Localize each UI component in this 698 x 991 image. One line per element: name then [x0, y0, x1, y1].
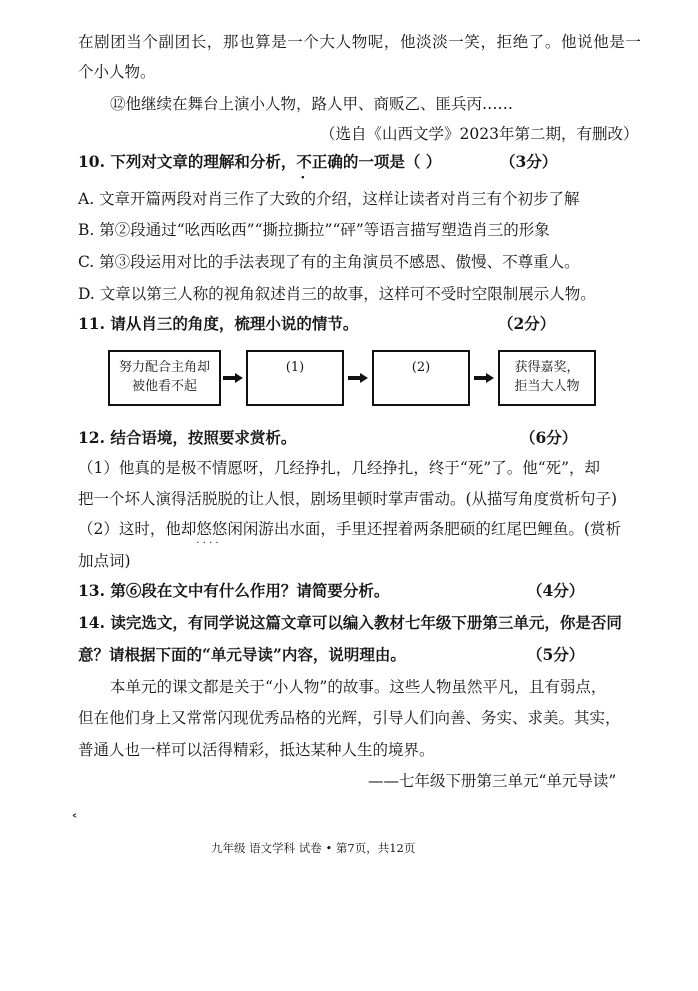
q12-sub2-line1: （2）这时，他却悠悠闲闲 · · · ·游出水面，手里还捏着两条肥硕的红尾巴鲤鱼。(赏析 [78, 519, 621, 539]
q12-dotted-word: 悠悠闲闲 · · · · [196, 519, 258, 539]
q14-stem-line1: 14. 读完选文，有同学说这篇文章可以编入教材七年级下册第三单元，你是否同 [78, 613, 622, 632]
flow-box-end-line1: 获得嘉奖， [514, 360, 580, 375]
flow-arrow-1-icon [223, 373, 243, 383]
q10-option-a: A. 文章开篇两段对肖三作了大致的介绍，这样让读者对肖三有个初步了解 [78, 190, 580, 208]
unit-guide-source: ——七年级下册第三单元“单元导读” [368, 772, 617, 790]
flow-box-start [108, 350, 221, 406]
q10-option-d: D. 文章以第三人称的视角叙述肖三的故事，这样可不受时空限制展示人物。 [78, 285, 596, 303]
unit-guide-line1: 本单元的课文都是关于“小人物”的故事。这些人物虽然平凡，且有弱点， [110, 678, 607, 696]
q14-stem-line2: 意？请根据下面的“单元导读”内容，说明理由。 [78, 645, 406, 664]
flow-box-blank-1-label: (1) [285, 360, 305, 375]
passage-line-2: 个小人物。 [78, 63, 156, 81]
q12-score: （6分） [520, 428, 578, 447]
flow-box-blank-2[interactable] [372, 350, 470, 406]
q11-stem: 11. 请从肖三的角度，梳理小说的情节。 [78, 314, 359, 333]
unit-guide-line2: 但在他们身上又常常闪现优秀品格的光辉，引导人们向善、务实、求美。其实， [78, 709, 621, 727]
page-footer: 九年级 语文学科 试卷 • 第7页，共12页 [211, 841, 416, 855]
q12-sub1-line2: 把一个坏人演得活脱脱的让人恨，剧场里顿时掌声雷动。(从描写角度赏析句子) [78, 490, 618, 508]
stray-mark: ˂ [71, 813, 78, 829]
source-citation: （选自《山西文学》2023年第二期，有删改） [320, 125, 639, 143]
q10-option-c: C. 第③段运用对比的手法表现了有的主角演员不感恩、傲慢、不尊重人。 [78, 253, 580, 271]
q10-stem: 10. 下列对文章的理解和分析，不正确的一项是（ ） [78, 152, 442, 171]
flow-box-end [498, 350, 596, 406]
q10-emphasis-mark: 不 [296, 152, 312, 171]
unit-guide-line3: 普通人也一样可以活得精彩，抵达某种人生的境界。 [78, 741, 435, 759]
q13-score: （4分） [527, 581, 585, 600]
q14-score: （5分） [527, 645, 585, 664]
q10-option-b: B. 第②段通过“吆西吆西”“撕拉撕拉”“砰”等语言描写塑造肖三的形象 [78, 221, 550, 239]
flow-box-start-line2: 被他看不起 [131, 379, 197, 394]
flow-box-blank-2-label: (2) [411, 360, 431, 375]
q12-sub1-line1: （1）他真的是极不情愿呀，几经挣扎，几经挣扎，终于“死”了。他“死”，却 [78, 459, 601, 477]
flow-arrow-3-icon [474, 373, 494, 383]
q12-stem: 12. 结合语境，按照要求赏析。 [78, 428, 297, 447]
q10-score: （3分） [500, 152, 558, 171]
flow-box-end-line2: 拒当大人物 [514, 379, 580, 394]
flow-box-start-line1: 努力配合主角却 [118, 360, 210, 375]
flow-box-blank-1[interactable] [246, 350, 344, 406]
paragraph-12: ⑫他继续在舞台上演小人物，路人甲、商贩乙、匪兵丙…… [110, 95, 514, 113]
q12-sub2-line2: 加点词) [78, 552, 131, 570]
q11-score: （2分） [498, 314, 556, 333]
passage-line-1: 在剧团当个副团长，那也算是一个大人物呢，他淡淡一笑，拒绝了。他说他是一 [78, 33, 642, 51]
flow-arrow-2-icon [348, 373, 368, 383]
q13-stem: 13. 第⑥段在文中有什么作用？请简要分析。 [78, 581, 390, 600]
